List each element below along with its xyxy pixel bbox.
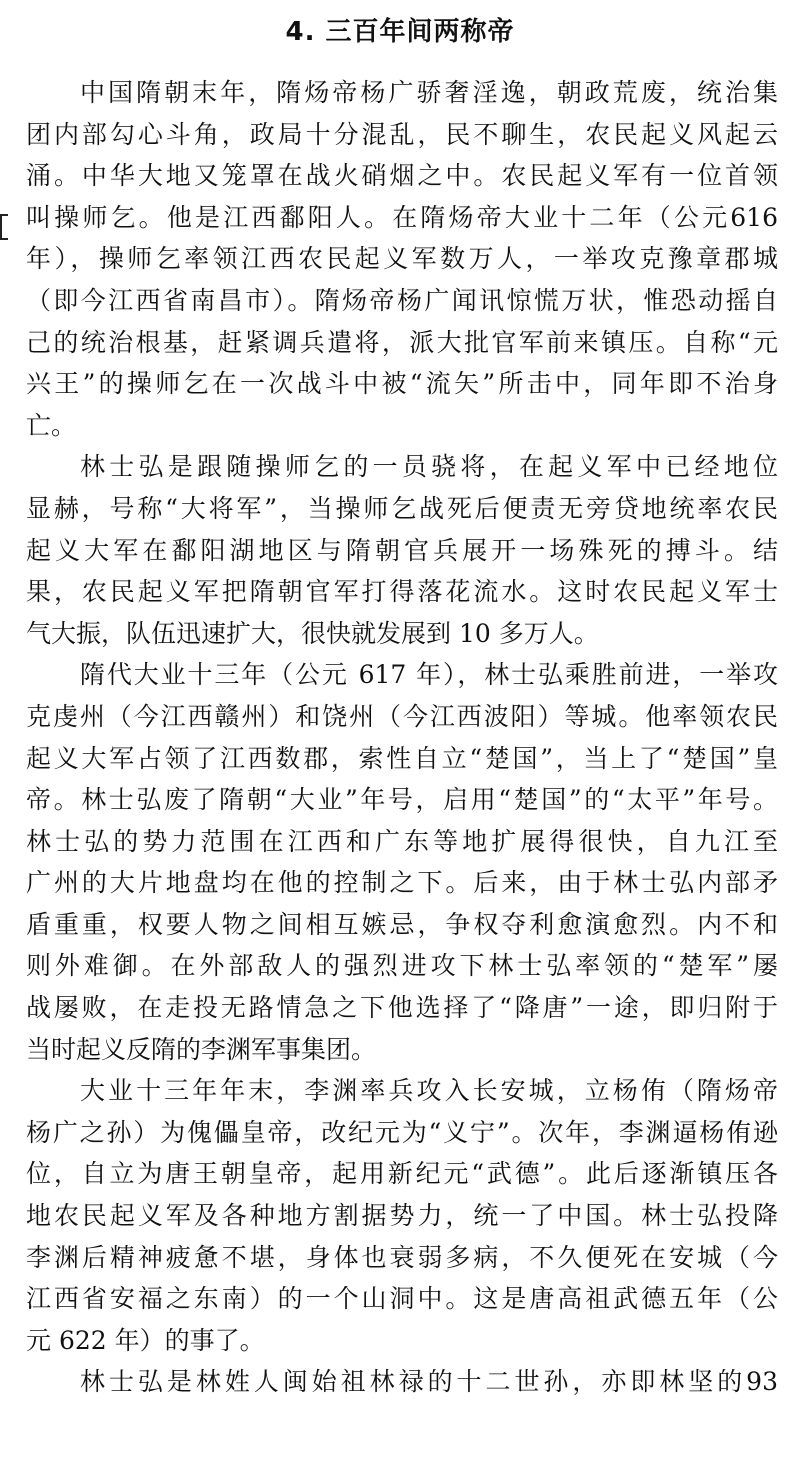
text-line: 地农民起义军及各种地方割据势力，统一了中国。林士弘投降 — [26, 1201, 778, 1231]
text-line: 盾重重，权要人物之间相互嫉忌，争权夺利愈演愈烈。内不和 — [26, 909, 778, 939]
text-line: 战屡败，在走投无路情急之下他选择了“降唐”一途，即归附于 — [26, 993, 778, 1023]
text-line: 隋代大业十三年（公元 617 年），林士弘乘胜前进，一举攻 — [80, 660, 778, 690]
paragraph — [26, 72, 778, 446]
text-line: 叫操师乞。他是江西鄱阳人。在隋炀帝大业十二年（公元616 — [26, 202, 778, 232]
text-line: 起义大军在鄱阳湖地区与隋朝官兵展开一场殊死的搏斗。结 — [26, 535, 778, 565]
paragraph — [26, 1070, 778, 1361]
text-line: 显赫，号称“大将军”，当操师乞战死后便责无旁贷地统率农民 — [26, 493, 778, 523]
text-line: 果，农民起义军把隋朝官军打得落花流水。这时农民起义军士 — [26, 577, 778, 607]
text-line: 当时起义反隋的李渊军事集团。 — [26, 1034, 377, 1064]
text-line: 元 622 年）的事了。 — [26, 1325, 265, 1355]
text-line: 则外难御。在外部敌人的强烈进攻下林士弘率领的“楚军”屡 — [26, 951, 778, 981]
text-line: 气大振，队伍迅速扩大，很快就发展到 10 多万人。 — [26, 618, 599, 648]
text-line: 兴王”的操师乞在一次战斗中被“流矢”所击中，同年即不治身 — [26, 369, 778, 399]
text-line: 帝。林士弘废了隋朝“大业”年号，启用“楚国”的“太平”年号。 — [26, 785, 778, 815]
text-line: 位，自立为唐王朝皇帝，起用新纪元“武德”。此后逐渐镇压各 — [26, 1159, 778, 1189]
text-line: 林士弘的势力范围在江西和广东等地扩展得很快，自九江至 — [26, 826, 778, 856]
text-line: 起义大军占领了江西数郡，索性自立“楚国”，当上了“楚国”皇 — [26, 743, 778, 773]
text-line: （即今江西省南昌市）。隋炀帝杨广闻讯惊慌万状，惟恐动摇自 — [26, 285, 778, 315]
text-line: 己的统治根基，赶紧调兵遣将，派大批官军前来镇压。自称“元 — [26, 327, 778, 357]
paragraph — [26, 1361, 778, 1403]
text-line: 大业十三年年末，李渊率兵攻入长安城，立杨侑（隋炀帝 — [80, 1076, 778, 1106]
text-line: 克虔州（今江西赣州）和饶州（今江西波阳）等城。他率领农民 — [26, 701, 778, 731]
paragraph — [26, 654, 778, 1070]
body-text — [26, 72, 778, 1403]
text-line: 广州的大片地盘均在他的控制之下。后来，由于林士弘内部矛 — [26, 868, 778, 898]
text-line: 林士弘是跟随操师乞的一员骁将，在起义军中已经地位 — [80, 452, 778, 482]
text-line: 江西省安福之东南）的一个山洞中。这是唐高祖武德五年（公 — [26, 1284, 778, 1314]
text-line: 中国隋朝末年，隋炀帝杨广骄奢淫逸，朝政荒废，统治集 — [80, 78, 778, 107]
text-line: 团内部勾心斗角，政局十分混乱，民不聊生，农民起义风起云 — [26, 119, 778, 149]
text-line: 亡。 — [26, 410, 77, 440]
text-line: 涌。中华大地又笼罩在战火硝烟之中。农民起义军有一位首领 — [26, 161, 778, 191]
section-title: 4. 三百年间两称帝 — [285, 17, 515, 47]
margin-bracket-mark — [0, 214, 8, 240]
text-line: 李渊后精神疲惫不堪，身体也衰弱多病，不久便死在安城（今 — [26, 1242, 778, 1272]
text-line: 林士弘是林姓人闽始祖林禄的十二世孙，亦即林坚的93 — [80, 1367, 778, 1397]
text-line: 杨广之孙）为傀儡皇帝，改纪元为“义宁”。次年，李渊逼杨侑逊 — [26, 1117, 778, 1147]
text-line: 年），操师乞率领江西农民起义军数万人，一举攻克豫章郡城 — [26, 244, 778, 274]
paragraph — [26, 446, 778, 654]
